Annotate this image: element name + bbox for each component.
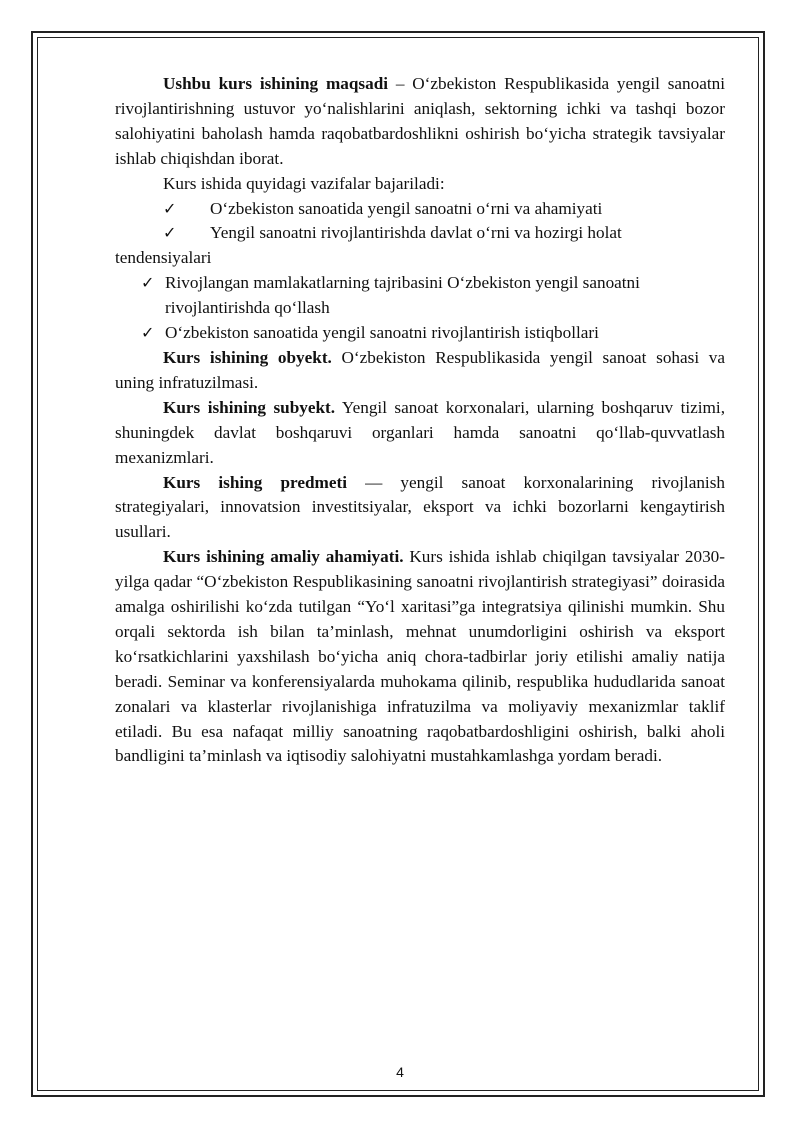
task-item-3 bbox=[115, 271, 725, 296]
task-item-label: O‘zbekiston sanoatida yengil sanoatni o‘rni va ahamiyati bbox=[210, 198, 603, 218]
topic-paragraph bbox=[115, 471, 725, 546]
significance-text: Kurs ishida ishlab chiqilgan tavsiyalar 2030-yilga qadar “O‘zbekiston Respublikasining sanoatni rivojlantirish strategiyasi” doirasida amalga oshirilishi ko‘zda tutilgan “Yo‘l xaritasi”ga integratsiya qilinishi mumkin. Shu orqali sektorda ish bilan ta’minlash, mehnat unumdorligini oshirish va eksport ko‘rsatkichlarini yaxshilash bo‘yicha aniq chora-tadbirlar joriy etilishi amaliy natija beradi. Seminar va konferensiyalarda muhokama qilinib, respublika hududlarida sanoat zonalari va klasterlar rivojlanishiga infratuzilma va moliyaviy mexanizmlar taklif etiladi. Bu esa nafaqat milliy sanoatning raqobatbardoshligini oshirish, balki aholi bandligini ta’minlash va iqtisodiy salohiyatni mustahkamlashga yordam beradi. bbox=[115, 547, 725, 766]
checkmark-icon: ✓ bbox=[163, 198, 177, 218]
checkmark-icon: ✓ bbox=[141, 273, 155, 293]
document-body bbox=[115, 72, 725, 769]
checkmark-icon: ✓ bbox=[141, 323, 155, 343]
object-text: O‘zbekiston Respublikasida yengil sanoat sohasi va uning infratuzilmasi. bbox=[115, 347, 725, 392]
task-item-2 bbox=[115, 221, 725, 246]
task-item-label: rivojlantirishda qo‘llash bbox=[165, 298, 330, 318]
subject-text: Yengil sanoat korxonalari, ularning boshqaruv tizimi, shuningdek davlat boshqaruvi organlari hamda sanoatni qo‘llab-quvvatlash mexanizmlari. bbox=[115, 397, 726, 467]
page-number: 4 bbox=[396, 1064, 404, 1080]
goal-text: – O‘zbekiston Respublikasida yengil sanoatni rivojlantirishning ustuvor yo‘nalishlarini aniqlash, sektorning ichki va tashqi bozor salohiyatini baholash hamda raqobatbardoshlikni oshirish bo‘yicha strategik tavsiyalar ishlab chiqishdan iborat. bbox=[115, 74, 725, 168]
task-item-4 bbox=[115, 321, 725, 346]
topic-text: — yengil sanoat korxonalarining rivojlanish strategiyalari, innovatsion investitsiyalar, eksport va ichki bozorlarni kengaytirish usullari. bbox=[115, 472, 725, 542]
task-item-2-continuation: tendensiyalari bbox=[115, 248, 212, 268]
tasks-intro: Kurs ishida quyidagi vazifalar bajariladi: bbox=[163, 173, 445, 193]
object-heading: Kurs ishining obyekt. bbox=[163, 347, 332, 367]
task-item-label: Yengil sanoatni rivojlantirishda davlat o‘rni va hozirgi holat bbox=[210, 223, 622, 243]
task-item-1 bbox=[115, 197, 725, 222]
subject-paragraph bbox=[115, 396, 725, 471]
goal-heading: Ushbu kurs ishining maqsadi bbox=[163, 74, 389, 93]
task-item-3-continuation bbox=[115, 296, 725, 321]
object-paragraph bbox=[115, 346, 725, 396]
significance-heading: Kurs ishining amaliy ahamiyati. bbox=[163, 547, 404, 567]
task-item-label: O‘zbekiston sanoatida yengil sanoatni rivojlantirish istiqbollari bbox=[165, 323, 599, 343]
goal-paragraph bbox=[115, 72, 725, 172]
subject-heading: Kurs ishining subyekt. bbox=[163, 397, 336, 417]
topic-heading: Kurs ishing predmeti bbox=[163, 472, 347, 492]
task-item-label: Rivojlangan mamlakatlarning tajribasini O‘zbekiston yengil sanoatni bbox=[165, 273, 640, 293]
checkmark-icon: ✓ bbox=[163, 223, 177, 243]
significance-paragraph bbox=[115, 545, 725, 769]
